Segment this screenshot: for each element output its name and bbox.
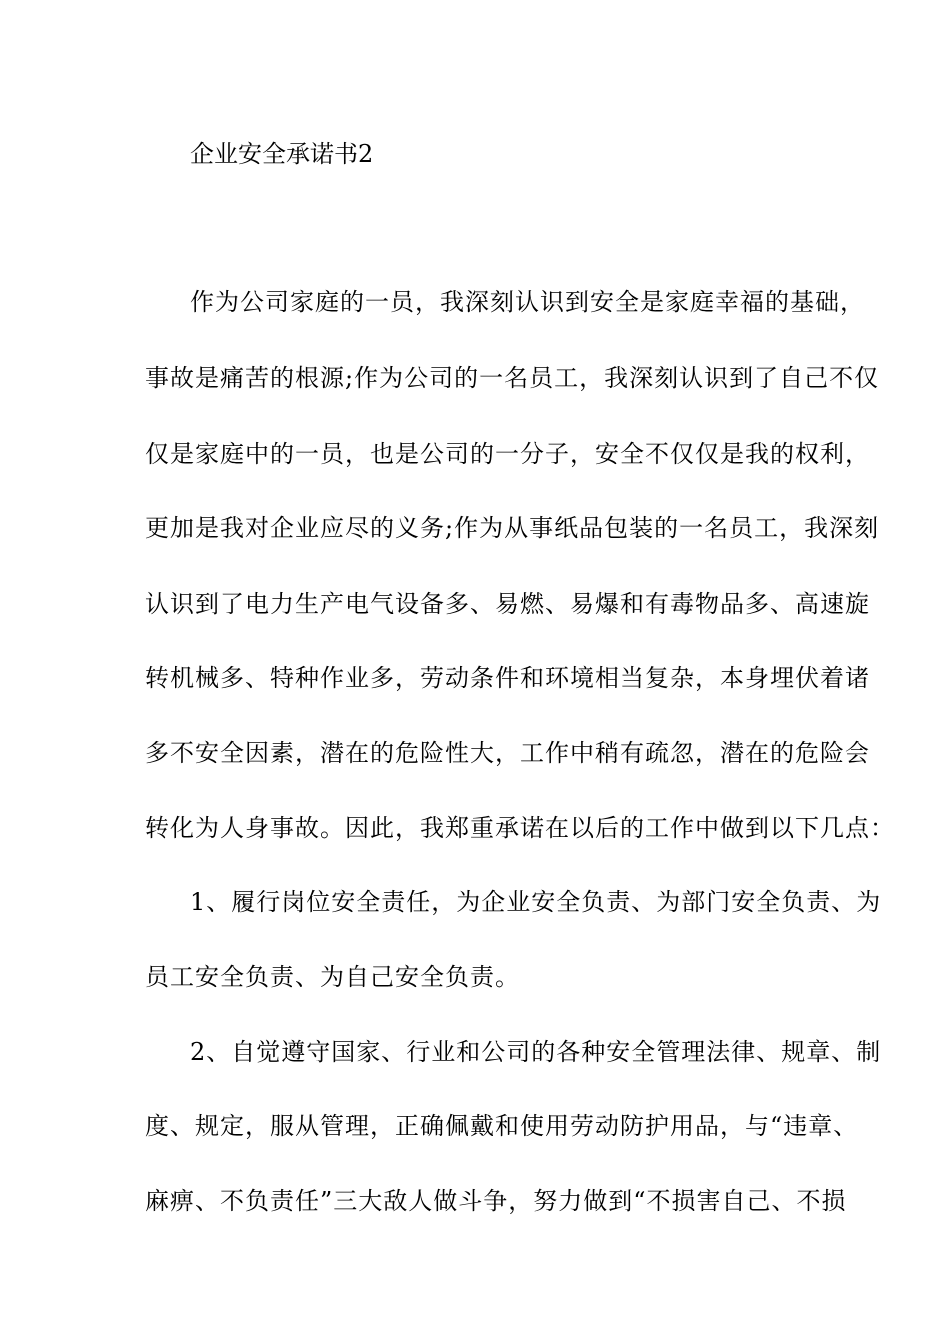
paragraph-line: 更加是我对企业应尽的义务;作为从事纸品包装的一名员工，我深刻 <box>145 514 880 542</box>
paragraph-line: 多不安全因素，潜在的危险性大，工作中稍有疏忽，潜在的危险会 <box>145 739 870 767</box>
list-item-line: 麻痹、不负责任”三大敌人做斗争，努力做到“不损害自己、不损 <box>145 1187 847 1215</box>
paragraph-line: 转机械多、特种作业多，劳动条件和环境相当复杂，本身埋伏着诸 <box>145 664 870 692</box>
list-item-line: 2、自觉遵守国家、行业和公司的各种安全管理法律、规章、制 <box>190 1038 882 1066</box>
paragraph-line: 事故是痛苦的根源;作为公司的一名员工，我深刻认识到了自己不仅 <box>145 364 880 392</box>
paragraph-line: 作为公司家庭的一员，我深刻认识到安全是家庭幸福的基础， <box>190 288 865 316</box>
paragraph-line: 认识到了电力生产电气设备多、易燃、易爆和有毒物品多、高速旋 <box>145 590 870 618</box>
paragraph-line: 转化为人身事故。因此，我郑重承诺在以后的工作中做到以下几点： <box>145 814 895 842</box>
document-title: 企业安全承诺书2 <box>190 140 374 168</box>
list-item-line: 度、规定，服从管理，正确佩戴和使用劳动防护用品，与“违章、 <box>145 1112 859 1140</box>
list-item-line: 1、履行岗位安全责任，为企业安全负责、为部门安全负责、为 <box>190 888 882 916</box>
paragraph-line: 仅是家庭中的一员，也是公司的一分子，安全不仅仅是我的权利， <box>145 440 870 468</box>
list-item-line: 员工安全负责、为自己安全负责。 <box>145 963 520 991</box>
